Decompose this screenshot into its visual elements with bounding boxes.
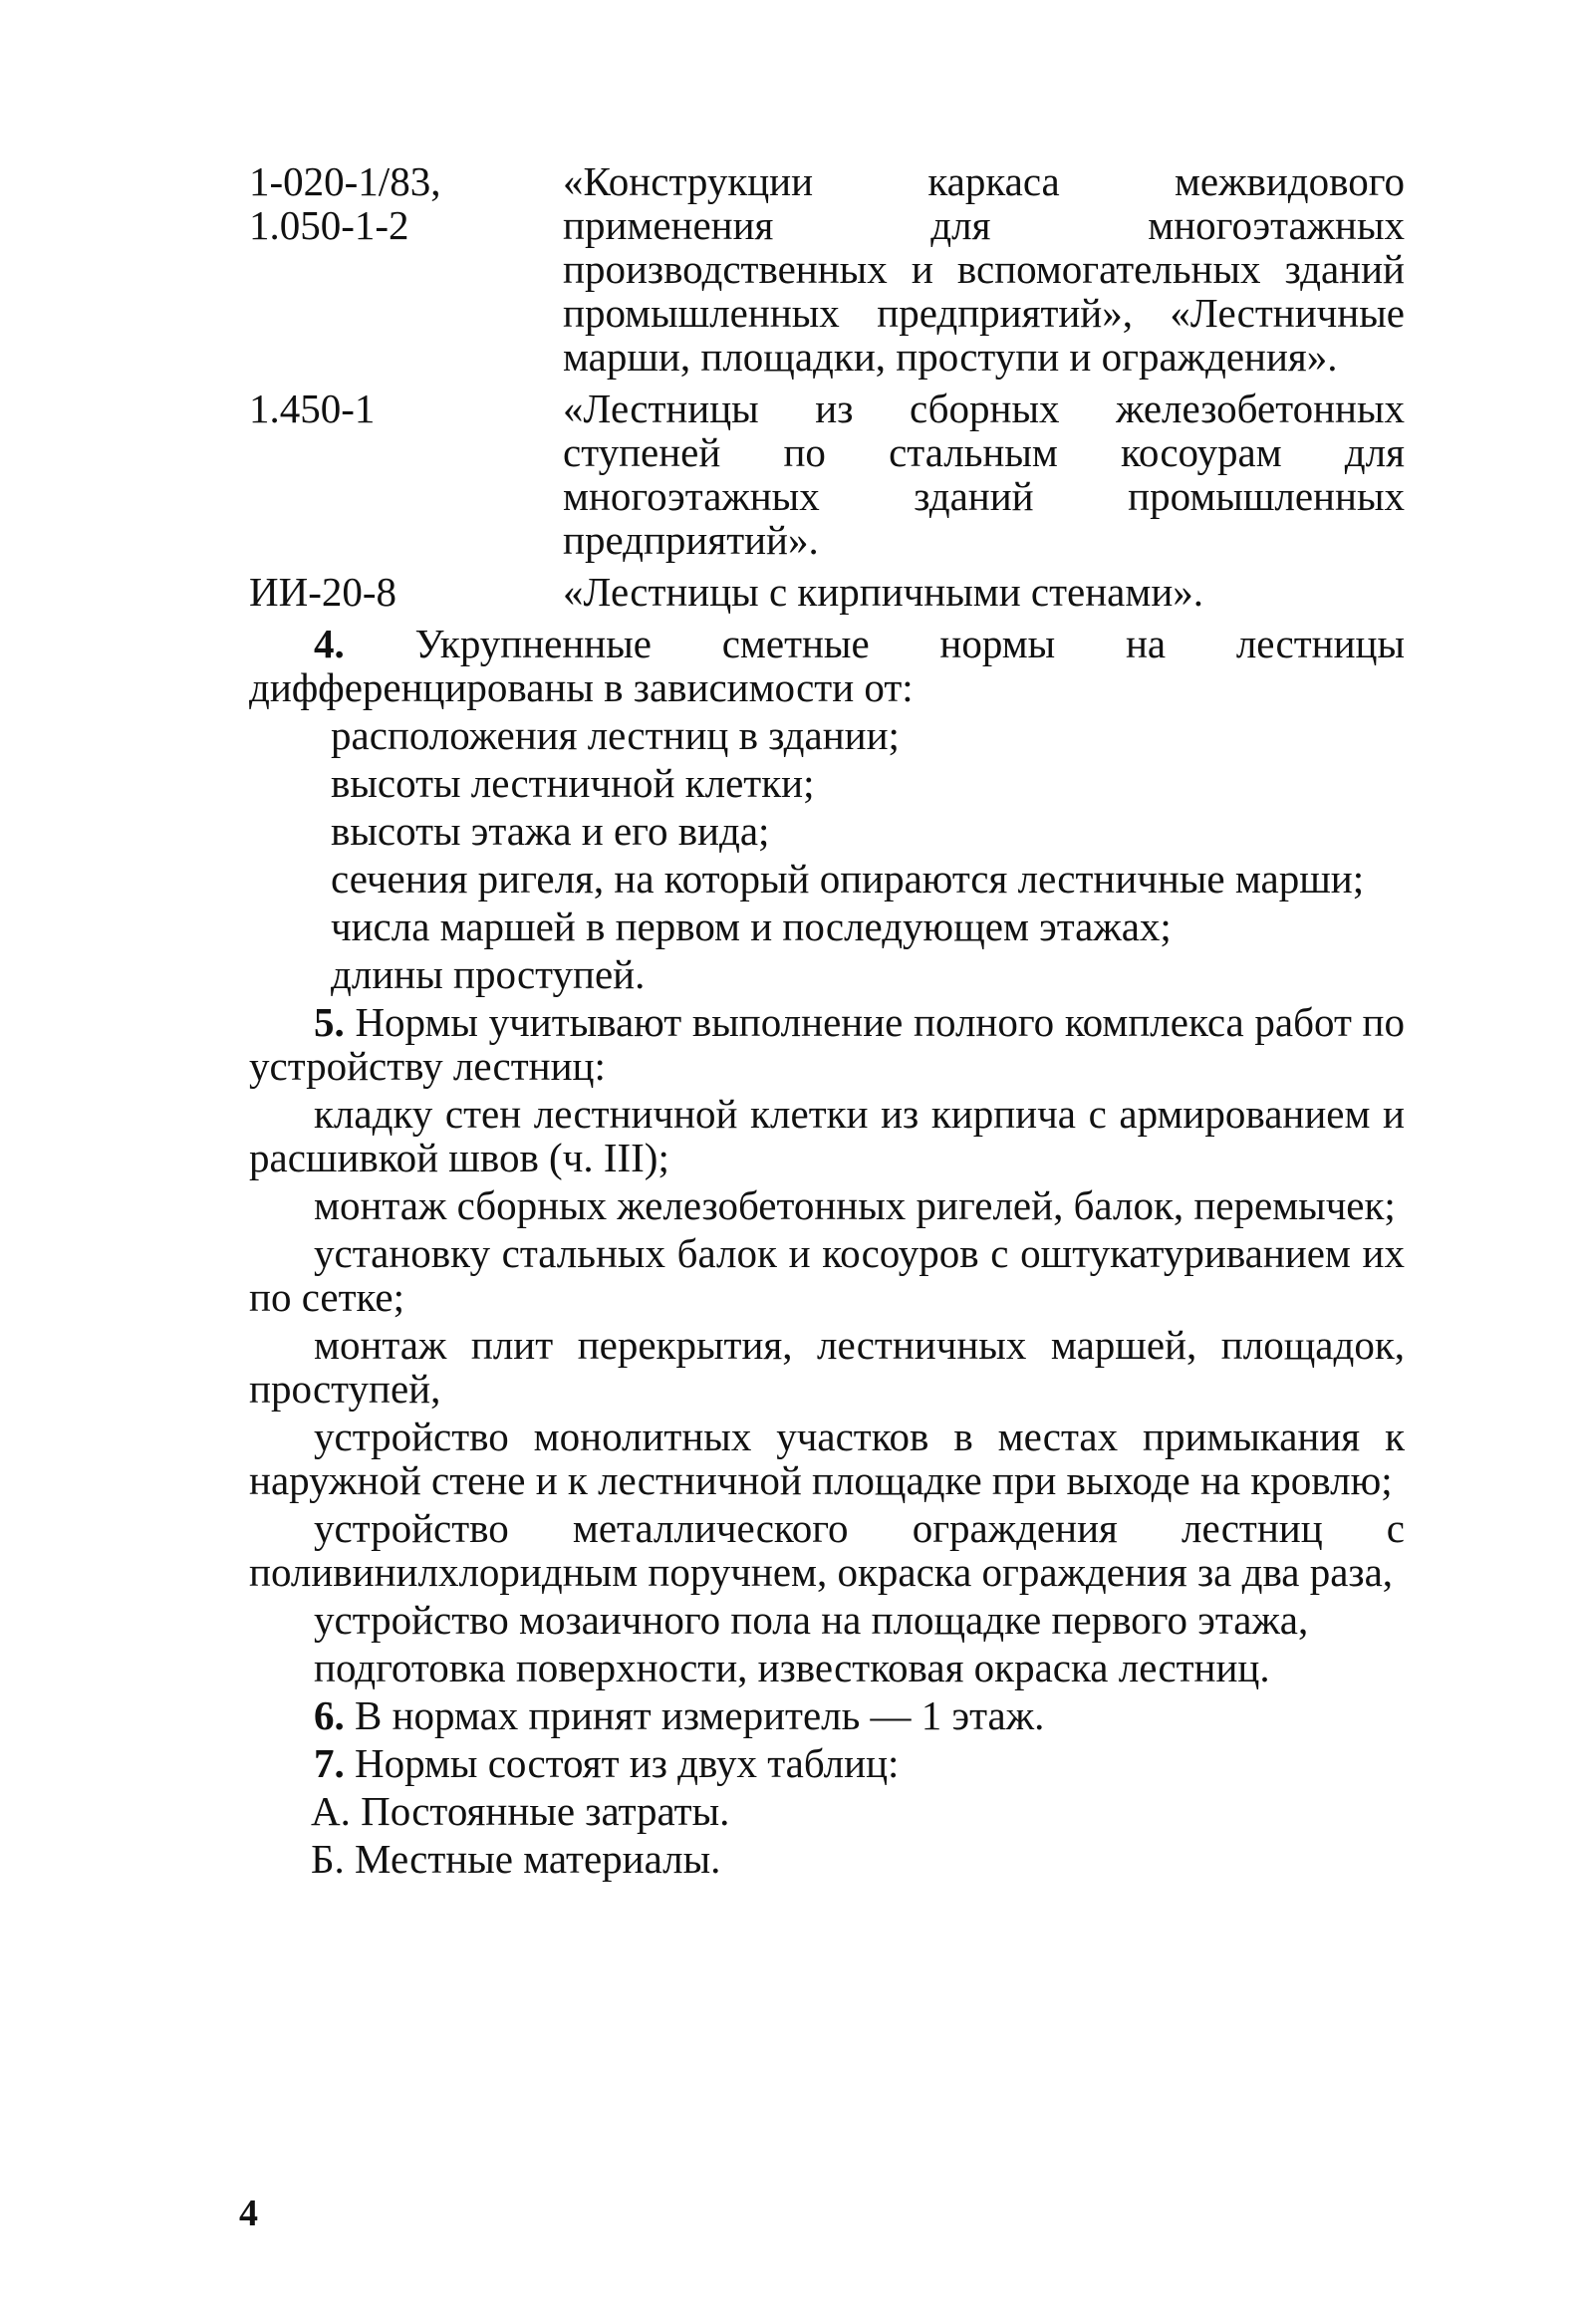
section-4-number: 4.: [314, 621, 345, 666]
reference-code: 1.450-1: [249, 386, 376, 431]
reference-row: [249, 387, 1405, 570]
reference-description: «Лестницы из сборных железобетонных ступеней по стальным косоурам для многоэтажных зданий промышленных предприятий».: [563, 386, 1405, 563]
list-item: числа маршей в первом и последующем этажах;: [331, 904, 1172, 949]
section-6-number: 6.: [314, 1692, 345, 1738]
section-5-text: Нормы учитывают выполнение полного комплекса работ по устройству лестниц:: [249, 999, 1406, 1089]
section-7-number: 7.: [314, 1740, 345, 1786]
section-6-text: В нормах принят измеритель — 1 этаж.: [355, 1692, 1045, 1738]
reference-row: [249, 570, 1405, 622]
list-item: длины проступей.: [331, 951, 646, 997]
list-item: высоты лестничной клетки;: [331, 760, 815, 806]
reference-row: [249, 159, 1405, 387]
reference-description: «Лестницы с кирпичными стенами».: [563, 569, 1204, 615]
reference-code: ИИ-20-8: [249, 569, 397, 615]
section-7-paragraph: [249, 1741, 1405, 1785]
section-5-list: [249, 1092, 1405, 1689]
section-4-paragraph: [249, 622, 1405, 709]
list-item: устройство металлического ограждения лестниц с поливинилхлоридным поручнем, окраска ограждения за два раза,: [249, 1505, 1405, 1595]
list-item: монтаж сборных железобетонных ригелей, балок, перемычек;: [314, 1182, 1396, 1228]
reference-description: «Конструкции каркаса межвидового применения для многоэтажных производственных и вспомогательных зданий промышленных предприятий», «Лестничные марши, площадки, проступи и ограждения».: [563, 158, 1405, 380]
section-4-text: Укрупненные сметные нормы на лестницы дифференцированы в зависимости от:: [249, 621, 1405, 710]
list-item: устройство мозаичного пола на площадке первого этажа,: [314, 1597, 1309, 1643]
list-item: монтаж плит перекрытия, лестничных маршей, площадок, проступей,: [249, 1322, 1405, 1412]
list-item: А. Постоянные затраты.: [311, 1788, 730, 1834]
reference-table: [249, 159, 1405, 622]
list-item: Б. Местные материалы.: [311, 1836, 721, 1882]
list-item: сечения ригеля, на который опираются лестничные марши;: [331, 856, 1365, 902]
section-7-list: [249, 1789, 1405, 1881]
list-item: установку стальных балок и косоуров с оштукатуриванием их по сетке;: [249, 1230, 1405, 1320]
list-item: устройство монолитных участков в местах примыкания к наружной стене и к лестничной площадке при выходе на кровлю;: [249, 1414, 1405, 1503]
list-item: высоты этажа и его вида;: [331, 808, 770, 854]
section-7-text: Нормы состоят из двух таблиц:: [355, 1740, 900, 1786]
section-5-paragraph: [249, 1000, 1405, 1088]
reference-code: 1-020-1/83, 1.050-1-2: [249, 158, 441, 248]
list-item: расположения лестниц в здании;: [331, 712, 900, 758]
section-6-paragraph: [249, 1693, 1405, 1737]
list-item: подготовка поверхности, известковая окраска лестниц.: [314, 1645, 1270, 1690]
document-page: [249, 159, 1405, 1885]
page-number: 4: [239, 2193, 258, 2234]
section-5-number: 5.: [314, 999, 345, 1045]
list-item: кладку стен лестничной клетки из кирпича с армированием и расшивкой швов (ч. III);: [249, 1091, 1405, 1180]
section-4-list: [249, 713, 1405, 996]
